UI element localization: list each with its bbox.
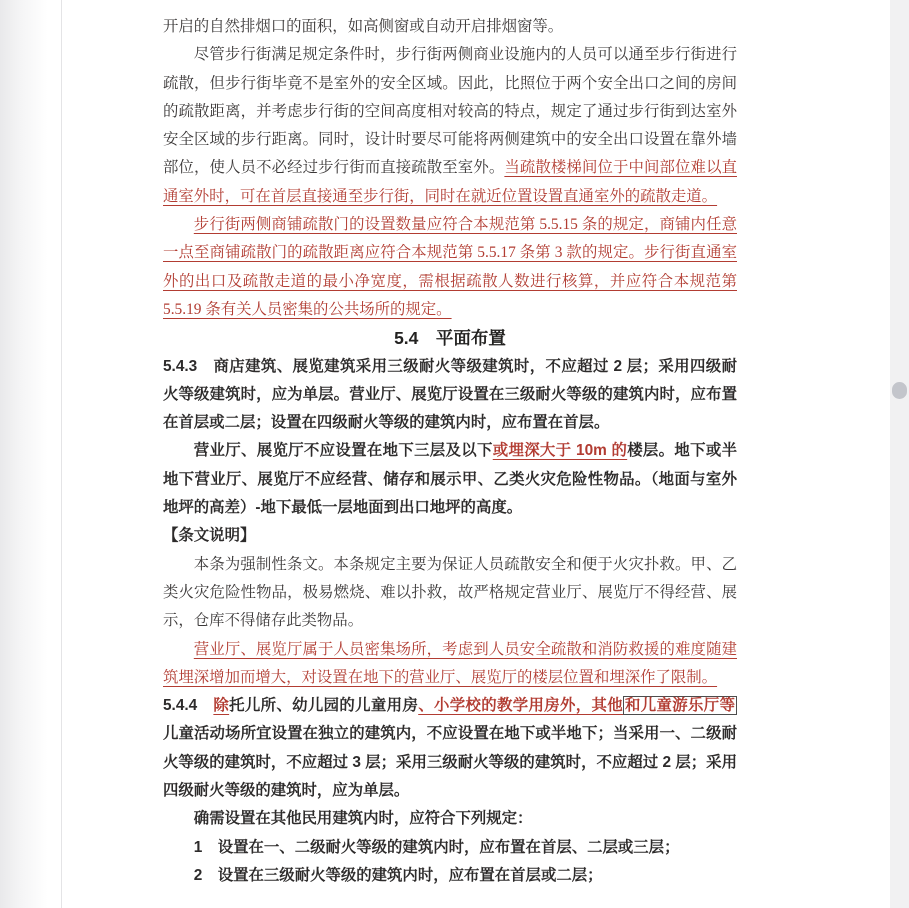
text-run: 【条文说明】 [163,527,256,545]
clause-list-item-1 [163,834,737,862]
section-heading [163,324,737,352]
revision-underlined-text: 、小学校的教学用房外，其他 [418,697,624,715]
text-run: 确需设置在其他民用建筑内时，应符合下列规定： [193,810,533,828]
commentary-label [163,522,737,550]
clause-5-4-4 [163,692,737,805]
page-edge-shadow [0,0,62,908]
clause-list-item-2 [163,862,737,890]
text-run: 1 设置在一、二级耐火等级的建筑内时，应布置在首层、二层或三层； [193,838,680,856]
text-run: 5.4.3 商店建筑、展览建筑采用三级耐火等级建筑时，不应超过 2 层；采用四级耐火等级建筑时，应为单层。营业厅、展览厅设置在三级耐火等级的建筑内时，应布置在首层或二层；设置在四级耐火等级的建筑内时，应布置在首层。 [163,357,737,432]
revision-underlined-text: 当疏散楼梯间位于中间部位难以直通室外时，可在首层直接通至步行街，同时在就近位置设置直通室外的疏散走道。 [163,159,737,205]
scrollbar-track[interactable] [890,0,909,908]
revision-underlined-text: 除 [213,697,230,715]
text-run: 营业厅、展览厅不应设置在地下三层及以下 [193,442,493,460]
text-run: 托儿所、幼儿园的儿童用房 [229,697,419,715]
text-run: 5.4 平面布置 [394,328,506,349]
document-page [62,0,890,908]
commentary-revision-paragraph [163,211,737,324]
commentary-revision-paragraph [163,636,737,693]
revision-boxed-text: 和儿童游乐厅等 [625,697,735,715]
clause-5-4-3-paragraph-2 [163,437,737,522]
commentary-paragraph [163,41,737,211]
text-run: 本条为强制性条文。本条规定主要为保证人员疏散安全和便于火灾扑救。甲、乙类火灾危险性物品，极易燃烧、难以扑救，故严格规定营业厅、展览厅不得经营、展示，仓库不得储存此类物品。 [163,555,737,630]
revision-underlined-text: 步行街两侧商铺疏散门的设置数量应符合本规范第 5.5.15 条的规定，商铺内任意一点至商铺疏散门的疏散距离应符合本规范第 5.5.17 条第 3 款的规定。步行街直通室外的出口及疏散走道的最小净宽度，需根据疏散人数进行核算，并应符合本规范第 5.5.19 条有关人员密集的公共场所的规定。 [163,216,737,318]
commentary-continuation [163,13,737,41]
scrollbar-thumb[interactable] [892,382,907,399]
revision-underlined-text: 或埋深大于 10m 的 [492,442,628,460]
text-run: 儿童活动场所宜设置在独立的建筑内，不应设置在地下或半地下；当采用一、二级耐火等级的建筑时，不应超过 3 层；采用三级耐火等级的建筑时，不应超过 2 层；采用四级耐火等级的建筑时，应为单层。 [163,725,737,800]
clause-5-4-3 [163,353,737,438]
document-content [62,0,737,890]
commentary-paragraph [163,551,737,636]
revision-underlined-text: 营业厅、展览厅属于人员密集场所，考虑到人员安全疏散和消防救援的难度随建筑埋深增加而增大，对设置在地下的营业厅、展览厅的楼层位置和埋深作了限制。 [163,640,737,686]
text-run: 楼层。地下或半地下营业厅、展览厅不应经营、储存和展示甲、乙类火灾危险性物品。（地面与室外地坪的高差）-地下最低一层地面到出口地坪的高度。 [163,442,737,517]
text-run: 开启的自然排烟口的面积，如高侧窗或自动开启排烟窗等。 [163,18,564,35]
text-run: 尽管步行街满足规定条件时，步行街两侧商业设施内的人员可以通至步行街进行疏散，但步行街毕竟不是室外的安全区域。因此，比照位于两个安全出口之间的房间的疏散距离，并考虑步行街的空间高度相对较高的特点，规定了通过步行街到达室外安全区域的步行距离。同时，设计时要尽可能将两侧建筑中的安全出口设置在靠外墙部位，使人员不必经过步行街而直接疏散至室外。 [163,46,737,177]
clause-5-4-4-paragraph-2 [163,805,737,833]
text-run: 2 设置在三级耐火等级的建筑内时，应布置在首层或二层； [193,866,603,884]
text-run: 5.4.4 [163,697,214,715]
